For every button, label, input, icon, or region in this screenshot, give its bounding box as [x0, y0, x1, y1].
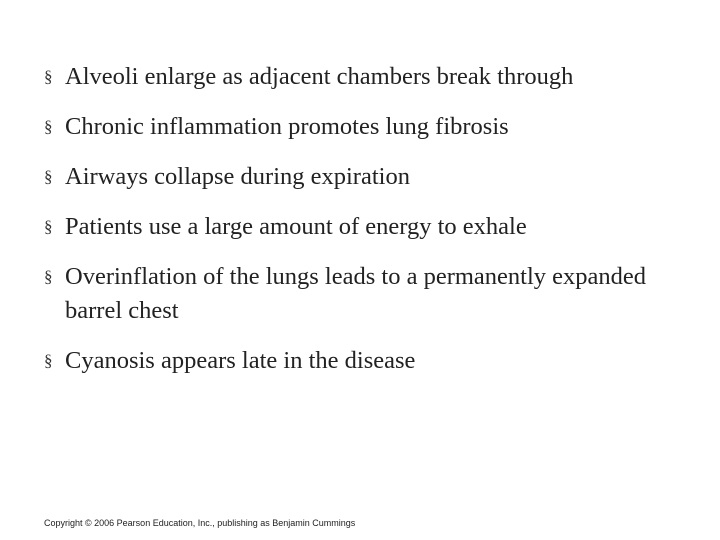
bullet-item-overinflation: [44, 260, 684, 328]
bullet-text: Airways collapse during expiration: [65, 163, 410, 190]
copyright-footer: Copyright © 2006 Pearson Education, Inc., publishing as Benjamin Cummings: [44, 518, 356, 528]
bullet-item-alveoli: [44, 60, 684, 94]
bullet-text: Patients use a large amount of energy to exhale: [65, 213, 527, 240]
bullet-marker-icon: §: [44, 217, 53, 236]
bullet-text: Alveoli enlarge as adjacent chambers break through: [65, 63, 574, 90]
bullet-item-inflammation: [44, 110, 684, 144]
bullet-text: Overinflation of the lungs leads to a permanently expanded barrel chest: [65, 263, 647, 324]
bullet-text: Chronic inflammation promotes lung fibrosis: [65, 113, 509, 140]
bullet-marker-icon: §: [44, 267, 53, 286]
bullet-marker-icon: §: [44, 117, 53, 136]
bullet-marker-icon: §: [44, 167, 53, 186]
bullet-marker-icon: §: [44, 351, 53, 370]
bullet-list: [44, 60, 684, 394]
bullet-item-energy: [44, 210, 684, 244]
bullet-text: Cyanosis appears late in the disease: [65, 347, 416, 374]
bullet-marker-icon: §: [44, 67, 53, 86]
bullet-item-cyanosis: [44, 344, 684, 378]
bullet-item-airways: [44, 160, 684, 194]
